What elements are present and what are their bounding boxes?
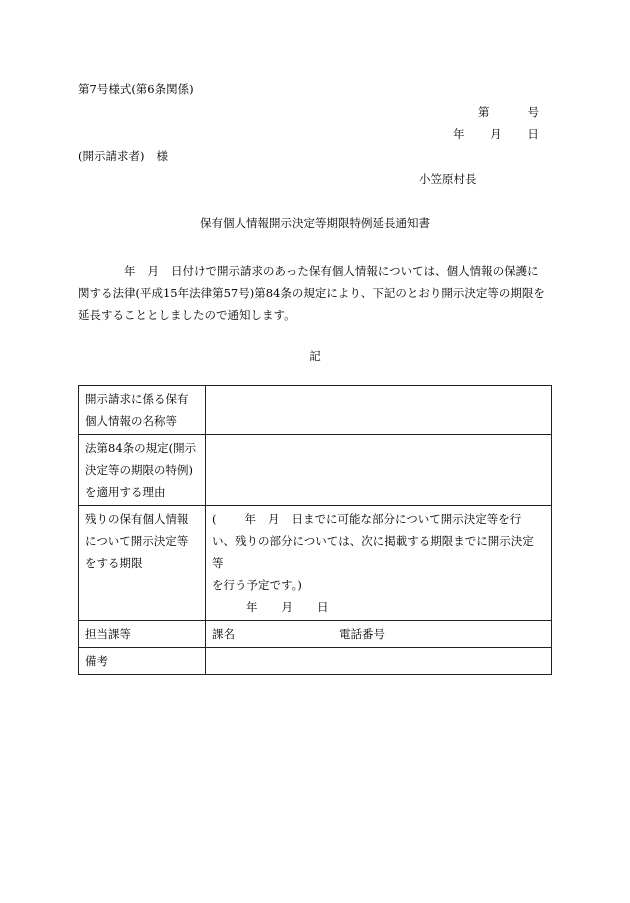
label-reason: 法第84条の規定(開示決定等の期限の特例)を適用する理由 bbox=[79, 435, 206, 506]
label-deadline: 残りの保有個人情報について開示決定等をする期限 bbox=[79, 506, 206, 621]
deadline-year: 年 bbox=[244, 512, 256, 526]
deadline-text-1: 日までに可能な部分について開示決定等を行 bbox=[291, 512, 522, 526]
value-department bbox=[206, 621, 552, 648]
deadline-date-year: 年 bbox=[246, 600, 258, 614]
value-request-name bbox=[206, 386, 552, 435]
body-line-2: 関する法律(平成15年法律第57号)第84条の規定により、下記のとおり開示決定等の期限を bbox=[78, 286, 545, 300]
details-table bbox=[78, 385, 552, 675]
table-row bbox=[79, 386, 552, 435]
ki-heading: 記 bbox=[309, 349, 321, 363]
addressee bbox=[78, 149, 168, 163]
value-reason bbox=[206, 435, 552, 506]
notice-body bbox=[78, 260, 552, 326]
table-row bbox=[79, 435, 552, 506]
label-request-name: 開示請求に係る保有個人情報の名称等 bbox=[79, 386, 206, 435]
deadline-date-day: 日 bbox=[317, 600, 329, 614]
addressee-name: (開示請求者) bbox=[78, 149, 145, 163]
issue-date-day: 日 bbox=[527, 127, 539, 141]
deadline-month: 月 bbox=[268, 512, 280, 526]
table-row bbox=[79, 621, 552, 648]
issue-date bbox=[453, 127, 539, 141]
body-line-1 bbox=[78, 260, 552, 282]
document-title: 保有個人情報開示決定等期限特例延長通知書 bbox=[200, 216, 430, 230]
body-line-3: 延長することとしましたので通知します。 bbox=[78, 308, 296, 322]
issue-date-year: 年 bbox=[453, 127, 465, 141]
body-year: 年 bbox=[124, 264, 136, 278]
deadline-line-3: を行う予定です。) bbox=[212, 578, 302, 592]
table-row bbox=[79, 506, 552, 621]
body-line-1-rest: 日付けで開示請求のあった保有個人情報については、個人情報の保護に bbox=[171, 264, 539, 278]
issuer: 小笠原村長 bbox=[419, 172, 477, 186]
doc-number-prefix: 第 bbox=[478, 105, 490, 119]
deadline-line-2: い、残りの部分については、次に掲載する期限までに開示決定等 bbox=[212, 534, 534, 570]
document-number bbox=[478, 105, 539, 119]
body-month: 月 bbox=[147, 264, 159, 278]
value-deadline bbox=[206, 506, 552, 621]
value-remarks bbox=[206, 648, 552, 675]
deadline-date-month: 月 bbox=[281, 600, 293, 614]
doc-number-suffix: 号 bbox=[527, 105, 539, 119]
deadline-line-1 bbox=[212, 508, 545, 530]
label-department: 担当課等 bbox=[79, 621, 206, 648]
deadline-date bbox=[212, 596, 545, 618]
phone-label: 電話番号 bbox=[339, 627, 385, 641]
form-number-label: 第7号様式(第6条関係) bbox=[78, 82, 194, 96]
section-label: 課名 bbox=[212, 627, 235, 641]
issue-date-month: 月 bbox=[490, 127, 502, 141]
table-row bbox=[79, 648, 552, 675]
label-remarks: 備考 bbox=[79, 648, 206, 675]
addressee-honorific: 様 bbox=[156, 149, 168, 163]
open-paren: ( bbox=[212, 512, 217, 526]
